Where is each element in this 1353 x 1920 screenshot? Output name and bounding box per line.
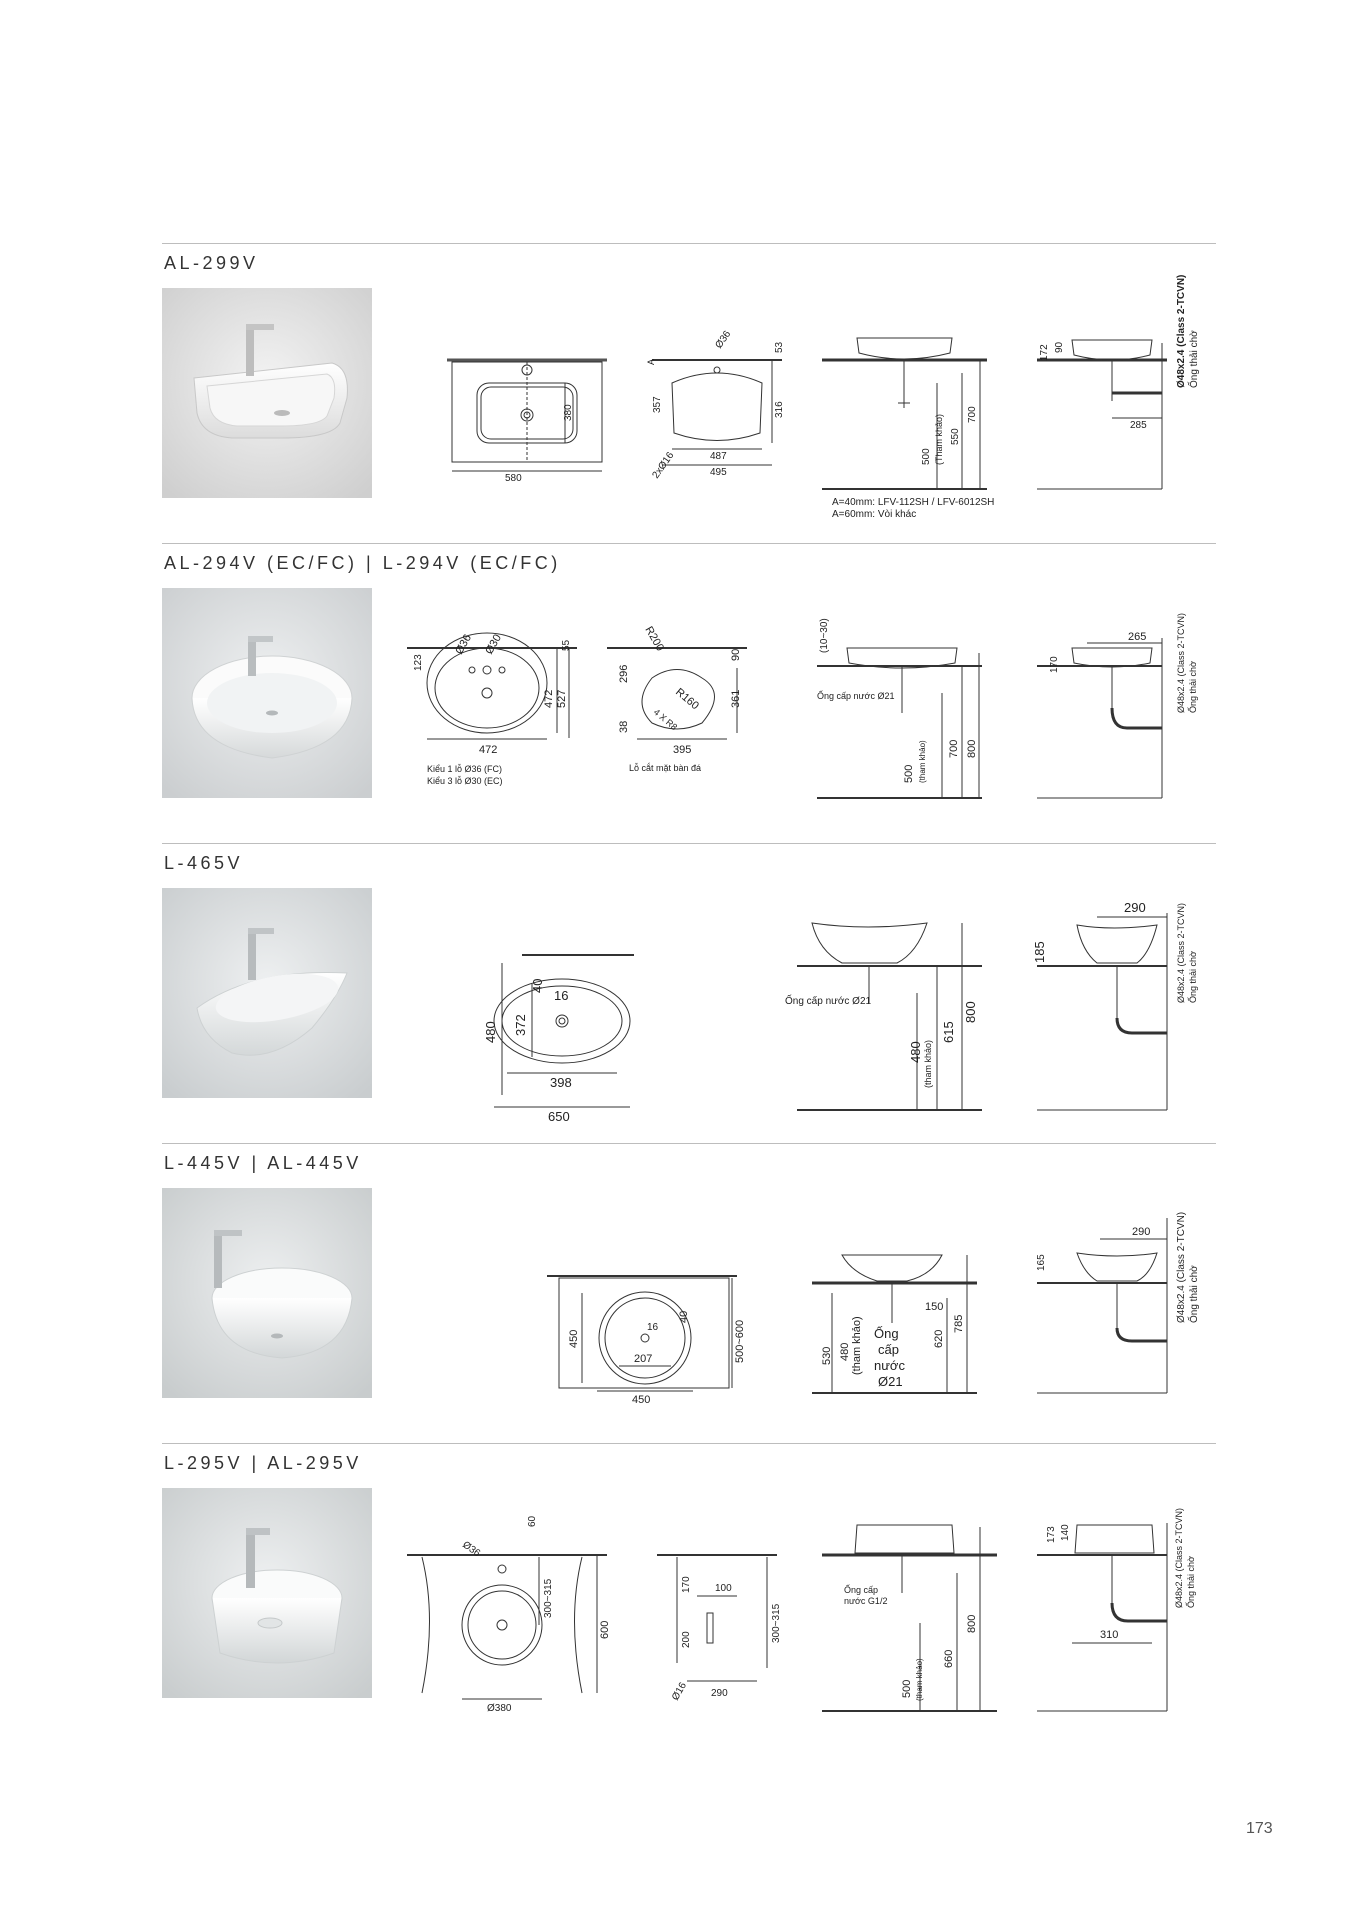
product-title: AL-294V (EC/FC) | L-294V (EC/FC) bbox=[164, 553, 561, 573]
dim-r160: R160 bbox=[673, 686, 701, 713]
dim-d450b: 450 bbox=[632, 1394, 651, 1406]
product-section-l-445v bbox=[162, 1143, 1216, 1443]
dim-d296: 296 bbox=[618, 664, 630, 683]
dim-d480b: 480 bbox=[908, 1041, 923, 1063]
cutout-drawing bbox=[607, 543, 767, 783]
dim-d480: 480 bbox=[483, 1021, 498, 1043]
dim-top: 53 bbox=[774, 341, 785, 353]
dim-d300315b: 300~315 bbox=[771, 1603, 782, 1643]
dim-d16: Ø16 bbox=[670, 1680, 690, 1703]
dim-d620: 620 bbox=[933, 1329, 945, 1348]
dim-d800: 800 bbox=[966, 1614, 978, 1633]
dim-d290: 290 bbox=[711, 1688, 728, 1699]
pipe-spec: Ø48x2.4 (Class 2-TCVN) bbox=[1176, 902, 1186, 1003]
dim-d310: 310 bbox=[1100, 1629, 1119, 1641]
dim-d800: 800 bbox=[963, 1001, 978, 1023]
dim-d16: 16 bbox=[647, 1322, 659, 1333]
product-title: AL-299V bbox=[164, 253, 259, 273]
dim-d500600: 500~600 bbox=[734, 1319, 746, 1363]
note-ec: Kiểu 3 lỗ Ø30 (EC) bbox=[427, 776, 503, 786]
product-photo bbox=[162, 1188, 372, 1398]
product-section-al-294v bbox=[162, 543, 1216, 843]
dim-d615: 615 bbox=[941, 1021, 956, 1043]
dim-holes2: 2xØ16 bbox=[650, 450, 677, 481]
dim-w285: 285 bbox=[1130, 420, 1147, 431]
front-elevation-drawing bbox=[777, 843, 987, 1123]
pipe-spec: Ø48x2.4 (Class 2-TCVN) bbox=[1176, 274, 1187, 388]
dim-d90: 90 bbox=[730, 648, 742, 661]
product-title: L-295V | AL-295V bbox=[164, 1453, 362, 1473]
dim-d16: 16 bbox=[554, 988, 569, 1003]
supply-label: Ống cấp nước Ø21 bbox=[817, 691, 895, 701]
supply-line1: Ống bbox=[874, 1326, 899, 1341]
dim-d36: Ø36 bbox=[460, 1539, 483, 1560]
dim-ref: (tham khảo) bbox=[915, 1658, 924, 1701]
cutout-drawing bbox=[637, 1443, 787, 1713]
dim-d800: 800 bbox=[966, 739, 978, 758]
dim-d123: 123 bbox=[413, 654, 424, 671]
dim-d450: 450 bbox=[568, 1329, 580, 1348]
product-photo bbox=[162, 288, 372, 498]
dim-d395: 395 bbox=[673, 744, 692, 756]
side-elevation-drawing bbox=[1032, 243, 1222, 503]
supply-line1: Ống cấp bbox=[844, 1585, 879, 1595]
pipe-label: Ống thải chờ bbox=[1189, 1265, 1200, 1323]
dim-ref: (Tham khảo) bbox=[934, 413, 944, 465]
dim-d165: 165 bbox=[1036, 1254, 1047, 1271]
dim-d140: 140 bbox=[1060, 1524, 1071, 1541]
note-a60: A=60mm: Vòi khác bbox=[832, 509, 917, 520]
dim-d600: 600 bbox=[599, 1620, 611, 1639]
dim-d398: 398 bbox=[550, 1075, 572, 1090]
cutout-note: Lỗ cắt mặt bàn đá bbox=[629, 763, 702, 773]
dim-d530: 530 bbox=[821, 1346, 833, 1365]
dim-x4: 4 X R8 bbox=[651, 706, 680, 733]
dim-ref: (tham khảo) bbox=[918, 740, 927, 783]
dim-d527: 527 bbox=[556, 689, 568, 708]
dim-r200: R200 bbox=[642, 624, 666, 654]
front-elevation-drawing bbox=[802, 1143, 1002, 1403]
dim-h700: 700 bbox=[967, 406, 978, 423]
dim-h500: 500 bbox=[921, 448, 932, 465]
pipe-label: Ống thải chờ bbox=[1188, 951, 1198, 1003]
dim-d200: 200 bbox=[681, 1631, 692, 1648]
pipe-spec: Ø48x2.4 (Class 2-TCVN) bbox=[1176, 612, 1186, 713]
dim-d40: 40 bbox=[530, 978, 545, 993]
top-view-drawing bbox=[462, 843, 642, 1123]
side-profile-drawing bbox=[632, 243, 792, 503]
dim-h90: 90 bbox=[1054, 341, 1065, 353]
dim-d290: 290 bbox=[1132, 1226, 1151, 1238]
dim-d785: 785 bbox=[953, 1314, 965, 1333]
dim-d265: 265 bbox=[1128, 631, 1147, 643]
dim-d480: 480 bbox=[839, 1342, 851, 1361]
dim-d100: 100 bbox=[715, 1583, 732, 1594]
dim-w2: 495 bbox=[710, 467, 727, 478]
dim-d500: 500 bbox=[901, 1679, 913, 1698]
note-a40: A=40mm: LFV-112SH / LFV-6012SH bbox=[832, 497, 995, 508]
dim-d660: 660 bbox=[943, 1649, 955, 1668]
dim-offset: 357 bbox=[652, 396, 663, 413]
dim-d472: 472 bbox=[543, 689, 555, 708]
pipe-label: Ống thải chờ bbox=[1189, 330, 1200, 388]
dim-h550: 550 bbox=[950, 428, 961, 445]
dim-ref: (tham khảo) bbox=[851, 1316, 863, 1375]
top-view-drawing bbox=[547, 1143, 747, 1406]
product-section-l-295v bbox=[162, 1443, 1216, 1743]
dim-width: 580 bbox=[505, 473, 522, 484]
dim-d170: 170 bbox=[681, 1576, 692, 1593]
dim-a: A bbox=[646, 358, 656, 365]
dim-d361: 361 bbox=[730, 689, 742, 708]
dim-h172: 172 bbox=[1039, 344, 1050, 361]
pipe-label: Ống thải chờ bbox=[1188, 661, 1198, 713]
dim-d1030: (10~30) bbox=[819, 618, 830, 653]
note-fc: Kiểu 1 lỗ Ø36 (FC) bbox=[427, 764, 503, 774]
dim-depth: 380 bbox=[563, 404, 574, 421]
dim-d30: Ø30 bbox=[483, 632, 504, 657]
top-view-drawing bbox=[407, 1443, 627, 1713]
side-elevation-drawing bbox=[1032, 843, 1222, 1123]
pipe-spec: Ø48x2.4 (Class 2-TCVN) bbox=[1174, 1507, 1184, 1608]
supply-line2: cấp bbox=[878, 1342, 899, 1357]
dim-d380: Ø380 bbox=[487, 1703, 512, 1714]
product-title: L-445V | AL-445V bbox=[164, 1153, 362, 1173]
dim-d300315: 300~315 bbox=[543, 1578, 554, 1618]
side-elevation-drawing bbox=[1032, 543, 1222, 803]
dim-d185: 185 bbox=[1032, 941, 1047, 963]
dim-d700: 700 bbox=[948, 739, 960, 758]
dim-w1: 487 bbox=[710, 451, 727, 462]
dim-d650: 650 bbox=[548, 1109, 570, 1124]
product-photo bbox=[162, 1488, 372, 1698]
supply-line4: Ø21 bbox=[878, 1374, 903, 1389]
dim-d170: 170 bbox=[1049, 656, 1060, 673]
dim-hole: Ø36 bbox=[713, 328, 734, 351]
dim-d60: 60 bbox=[527, 1515, 538, 1527]
top-view-drawing bbox=[447, 243, 607, 503]
front-elevation-drawing bbox=[802, 1443, 1002, 1723]
side-elevation-drawing bbox=[1032, 1143, 1222, 1403]
dim-d290: 290 bbox=[1124, 900, 1146, 915]
front-elevation-drawing bbox=[812, 243, 1002, 533]
supply-label: Ống cấp nước Ø21 bbox=[785, 996, 872, 1007]
supply-line2: nước G1/2 bbox=[844, 1596, 888, 1606]
dim-body: 316 bbox=[774, 401, 785, 418]
product-photo bbox=[162, 588, 372, 798]
pipe-label: Ống thải chờ bbox=[1186, 1556, 1196, 1608]
dim-d472b: 472 bbox=[479, 744, 498, 756]
dim-d500: 500 bbox=[903, 764, 915, 783]
pipe-spec: Ø48x2.4 (Class 2-TCVN) bbox=[1176, 1211, 1187, 1323]
dim-d173: 173 bbox=[1046, 1526, 1057, 1543]
top-view-drawing bbox=[407, 543, 587, 786]
dim-d36: Ø36 bbox=[453, 632, 474, 657]
product-section-l-465v bbox=[162, 843, 1216, 1143]
dim-d55: 55 bbox=[561, 639, 572, 651]
front-elevation-drawing bbox=[787, 543, 987, 803]
page-number: 173 bbox=[1246, 1820, 1273, 1837]
dim-d150: 150 bbox=[925, 1301, 944, 1313]
dim-d207: 207 bbox=[634, 1353, 653, 1365]
dim-d372: 372 bbox=[513, 1014, 528, 1036]
dim-ref: (tham khảo) bbox=[923, 1039, 933, 1088]
dim-d38: 38 bbox=[618, 720, 630, 733]
product-section-al-299v bbox=[162, 243, 1216, 543]
product-photo bbox=[162, 888, 372, 1098]
product-title: L-465V bbox=[164, 853, 244, 873]
supply-line3: nước bbox=[874, 1358, 905, 1373]
side-elevation-drawing bbox=[1032, 1443, 1222, 1723]
dim-d40: 40 bbox=[678, 1310, 690, 1323]
